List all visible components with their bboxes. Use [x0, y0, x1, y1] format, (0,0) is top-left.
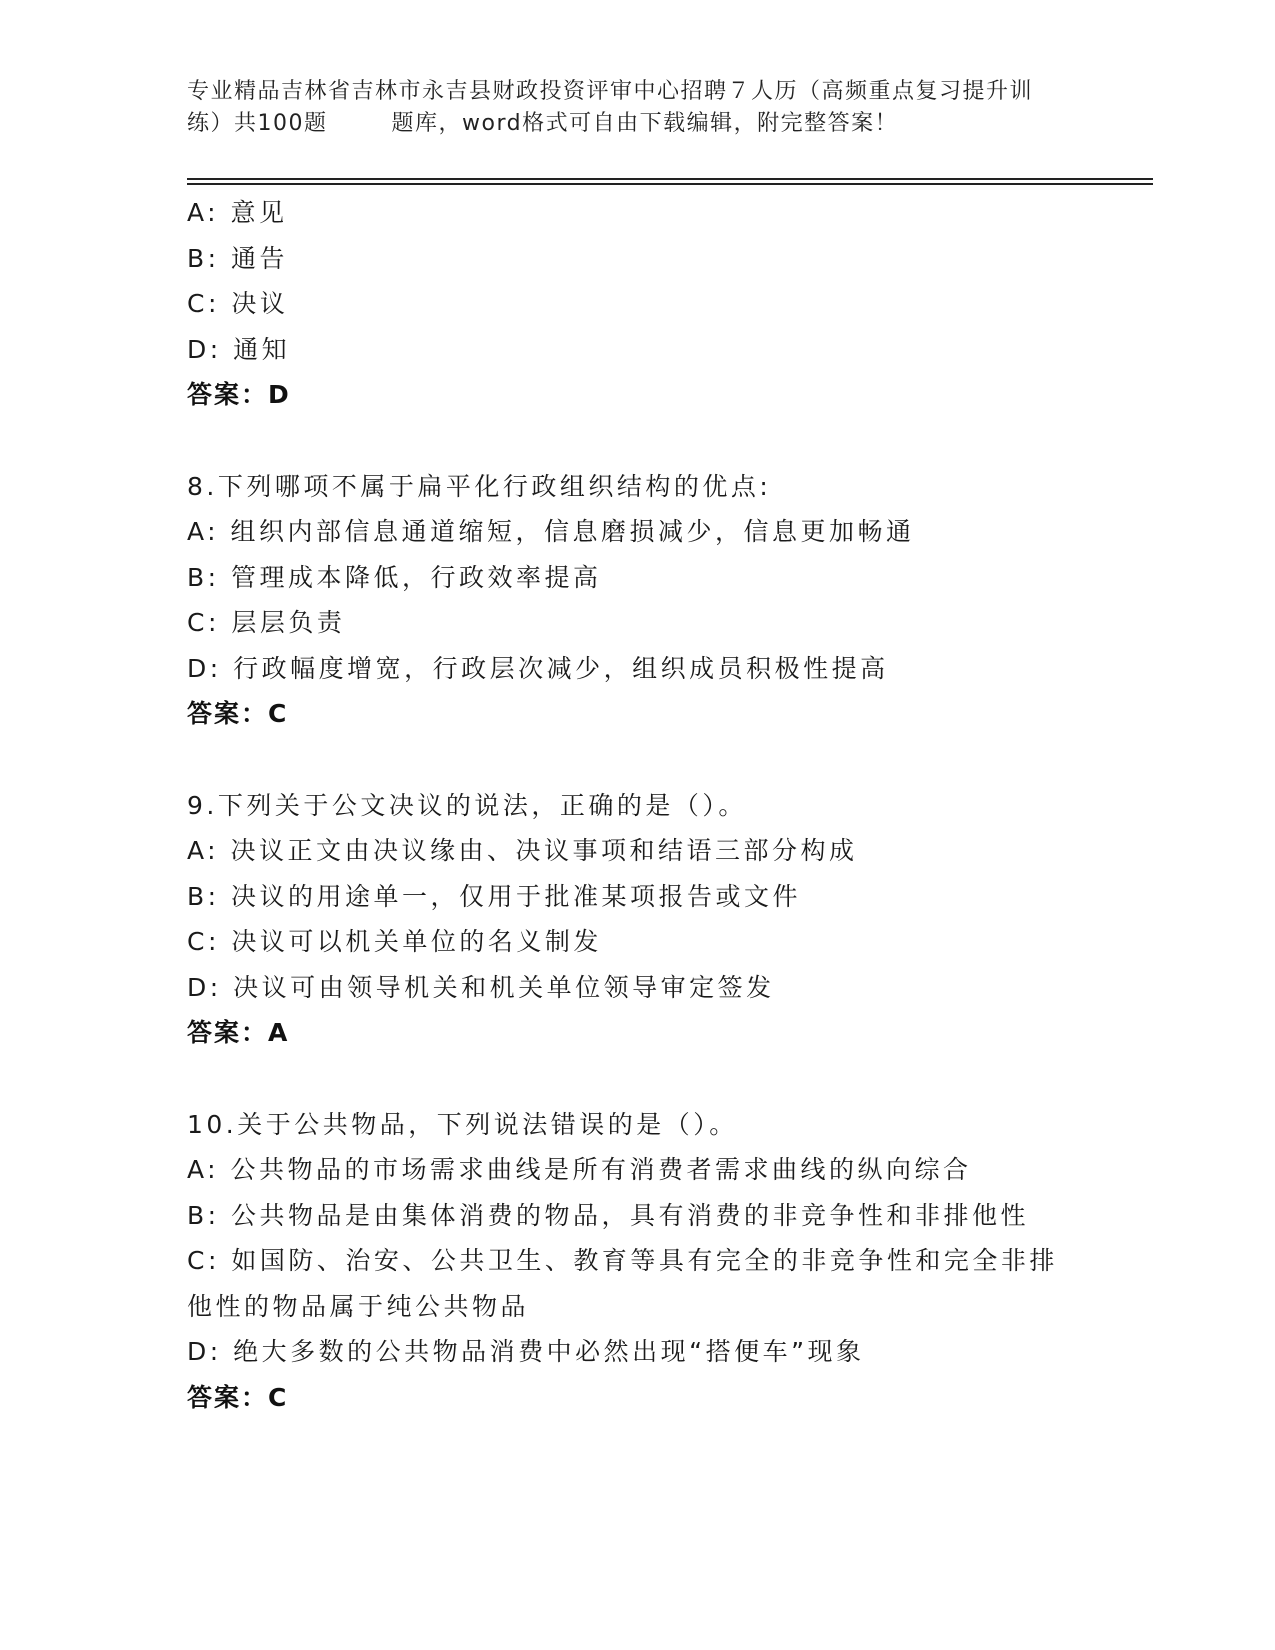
option-b: B: 管理成本降低，行政效率提高 [187, 562, 602, 592]
question-text: 9.下列关于公文决议的说法，正确的是（）。 [187, 790, 747, 820]
answer-label: 答案：C [187, 1382, 289, 1412]
question-text: 10.关于公共物品，下列说法错误的是（）。 [187, 1109, 738, 1139]
question-text: 8.下列哪项不属于扁平化行政组织结构的优点: [187, 471, 772, 501]
option-a: A: 公共物品的市场需求曲线是所有消费者需求曲线的纵向综合 [187, 1155, 972, 1184]
question-block-10 [187, 1102, 1087, 1421]
option-d: D: 行政幅度增宽，行政层次减少，组织成员积极性提高 [187, 653, 889, 683]
option-d: D: 绝大多数的公共物品消费中必然出现“搭便车”现象 [187, 1337, 865, 1366]
option-d: D: 通知 [187, 334, 291, 364]
option-b: B: 公共物品是由集体消费的物品，具有消费的非竞争性和非排他性 [187, 1200, 1030, 1230]
option-a: A: 组织内部信息通道缩短，信息磨损减少，信息更加畅通 [187, 517, 915, 546]
question-block-9 [187, 783, 1087, 1057]
header-title-part-b: 题库，word格式可自由下载编辑，附完整答案！ [391, 111, 899, 136]
question-block-8 [187, 464, 1087, 738]
option-c-continuation: 他性的物品属于纯公共物品 [187, 1291, 530, 1321]
answer-label: 答案：D [187, 380, 291, 409]
option-d: D: 决议可由领导机关和机关单位领导审定签发 [187, 972, 775, 1002]
option-a: A: 决议正文由决议缘由、决议事项和结语三部分构成 [187, 836, 858, 865]
header-title-line2 [187, 108, 1087, 140]
option-c: C: 如国防、治安、公共卫生、教育等具有完全的非竞争性和完全非排 [187, 1246, 1058, 1275]
header-title-line1: 专业精品吉林省吉林市永吉县财政投资评审中心招聘７人历（高频重点复习提升训 [187, 79, 1034, 104]
header-divider-top [187, 178, 1153, 180]
answer-label: 答案：C [187, 699, 289, 728]
option-c: C: 决议可以机关单位的名义制发 [187, 927, 602, 956]
answer-label: 答案：A [187, 1018, 290, 1047]
option-a: A: 意见 [187, 198, 288, 227]
option-c: C: 决议 [187, 289, 289, 318]
option-b: B: 决议的用途单一，仅用于批准某项报告或文件 [187, 881, 802, 911]
document-header [187, 76, 1087, 140]
option-b: B: 通告 [187, 243, 289, 273]
header-divider-bottom [187, 183, 1153, 185]
question-block-7 [187, 190, 1087, 418]
option-c: C: 层层负责 [187, 608, 346, 637]
header-title-part-a: 练）共100题 [187, 111, 328, 136]
question-list [187, 190, 1087, 1421]
